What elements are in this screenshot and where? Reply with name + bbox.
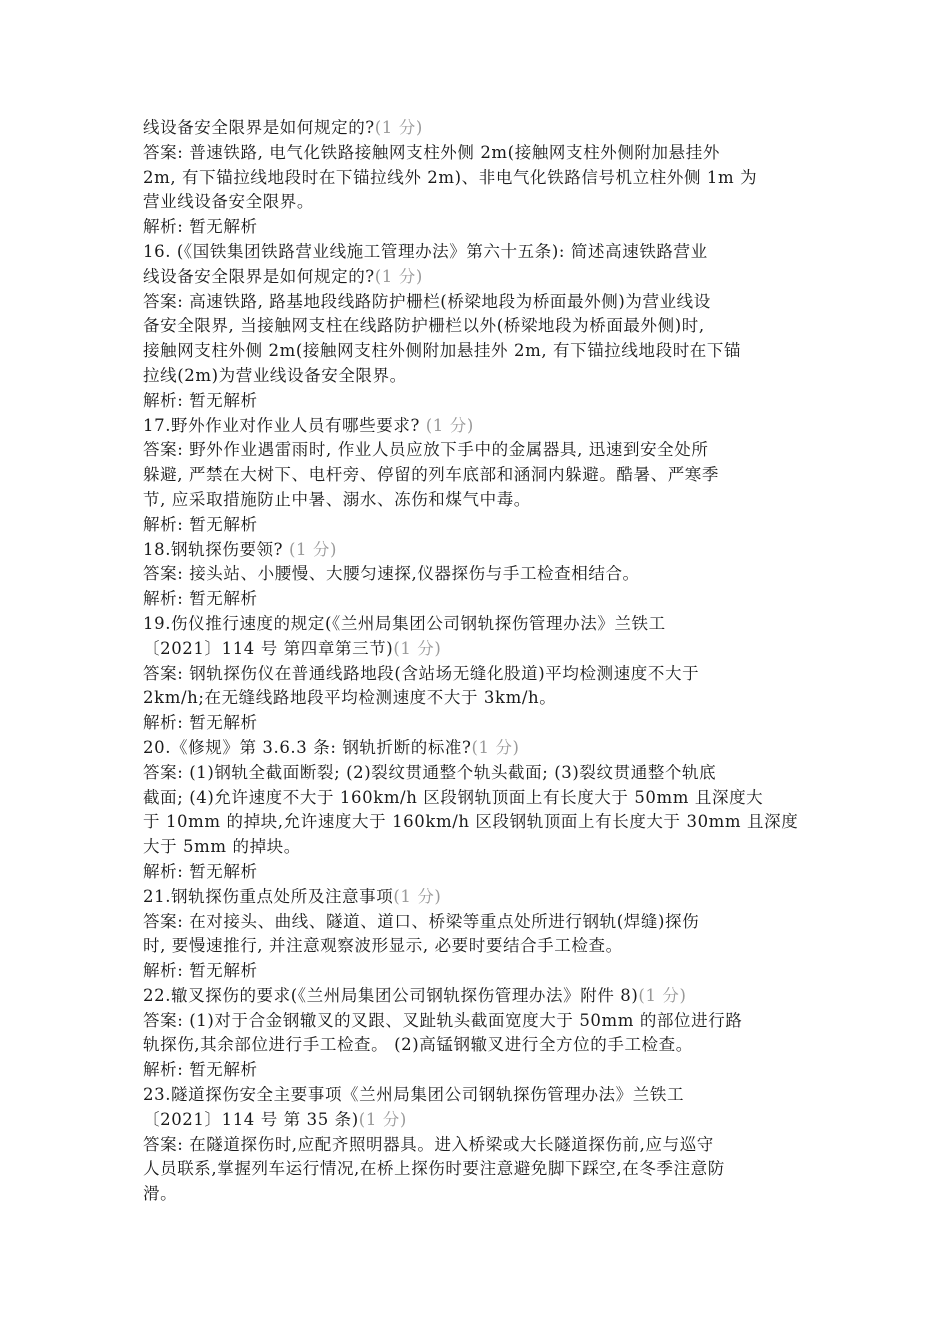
text-line	[143, 141, 815, 166]
text-line	[143, 389, 815, 414]
line-text: 答案: 野外作业遇雷雨时, 作业人员应放下手中的金属器具, 迅速到安全处所	[143, 440, 709, 460]
score-label: (1 分)	[283, 539, 338, 559]
line-text: 解析: 暂无解析	[143, 1060, 258, 1080]
text-line	[143, 587, 815, 612]
text-line	[143, 885, 815, 910]
score-label: (1 分)	[374, 118, 423, 137]
line-text: 于 10mm 的掉块,允许速度大于 160km/h 区段钢轨顶面上有长度大于 30mm 且深度	[143, 812, 799, 832]
line-text: 18.钢轨探伤要领?	[143, 539, 284, 559]
line-text: 线设备安全限界是如何规定的?	[143, 118, 375, 137]
text-line	[143, 562, 815, 587]
text-line	[143, 736, 815, 761]
line-text: 答案: 普速铁路, 电气化铁路接触网支柱外侧 2m(接触网支柱外侧附加悬挂外	[143, 142, 720, 162]
score-label: (1 分)	[638, 985, 687, 1005]
score-label: (1 分)	[374, 266, 423, 286]
text-line	[143, 662, 815, 687]
line-text: 20.《修规》第 3.6.3 条: 钢轨折断的标准?	[143, 737, 472, 757]
line-text: 2km/h;在无缝线路地段平均检测速度不大于 3km/h。	[143, 688, 557, 708]
line-text: 答案: 在对接头、曲线、隧道、道口、桥梁等重点处所进行钢轨(焊缝)探伤	[143, 911, 700, 931]
line-text: 2m, 有下锚拉线地段时在下锚拉线外 2m)、非电气化铁路信号机立柱外侧 1m 为	[143, 167, 758, 187]
score-label: (1 分)	[393, 638, 442, 658]
text-line	[143, 1157, 815, 1182]
text-line	[143, 438, 815, 463]
line-text: 23.隧道探伤安全主要事项《兰州局集团公司钢轨探伤管理办法》兰铁工	[143, 1085, 685, 1105]
line-text: 备安全限界, 当接触网支柱在线路防护栅栏以外(桥梁地段为桥面最外侧)时,	[143, 316, 705, 336]
text-line	[143, 314, 815, 339]
line-text: 解析: 暂无解析	[143, 961, 258, 981]
text-line	[143, 414, 815, 439]
document-page	[143, 116, 815, 1207]
line-text: 答案: (1)钢轨全截面断裂; (2)裂纹贯通整个轨头截面; (3)裂纹贯通整个轨底	[143, 762, 717, 782]
text-line	[143, 1033, 815, 1058]
score-label: (1 分)	[471, 737, 520, 757]
text-line	[143, 934, 815, 959]
line-text: 答案: 在隧道探伤时,应配齐照明器具。进入桥梁或大长隧道探伤前,应与巡守	[143, 1134, 714, 1154]
text-line	[143, 190, 815, 215]
line-text: 大于 5mm 的掉块。	[143, 837, 301, 857]
line-text: 躲避, 严禁在大树下、电杆旁、停留的列车底部和涵洞内躲避。酷暑、严寒季	[143, 465, 719, 485]
text-line	[143, 116, 815, 141]
text-line	[143, 686, 815, 711]
line-text: 线设备安全限界是如何规定的?	[143, 266, 375, 286]
line-text: 答案: (1)对于合金钢辙叉的叉跟、叉趾轨头截面宽度大于 50mm 的部位进行路	[143, 1010, 743, 1030]
text-line	[143, 637, 815, 662]
line-text: 答案: 接头站、小腰慢、大腰匀速探,仪器探伤与手工检查相结合。	[143, 564, 640, 584]
text-line	[143, 513, 815, 538]
line-text: 截面; (4)允许速度不大于 160km/h 区段钢轨顶面上有长度大于 50mm 且深度大	[143, 787, 764, 807]
score-label: (1 分)	[358, 1109, 407, 1129]
text-line	[143, 463, 815, 488]
line-text: 时, 要慢速推行, 并注意观察波形显示, 必要时要结合手工检查。	[143, 936, 623, 956]
text-line	[143, 786, 815, 811]
text-line	[143, 984, 815, 1009]
text-line	[143, 835, 815, 860]
line-text: 〔2021〕114 号 第 35 条)	[143, 1109, 359, 1129]
text-line	[143, 761, 815, 786]
line-text: 滑。	[143, 1184, 178, 1204]
line-text: 解析: 暂无解析	[143, 589, 258, 609]
line-text: 22.辙叉探伤的要求(《兰州局集团公司钢轨探伤管理办法》附件 8)	[143, 985, 639, 1005]
line-text: 答案: 高速铁路, 路基地段线路防护栅栏(桥梁地段为桥面最外侧)为营业线设	[143, 291, 711, 311]
text-line	[143, 1009, 815, 1034]
line-text: 拉线(2m)为营业线设备安全限界。	[143, 365, 407, 385]
text-line	[143, 166, 815, 191]
text-line	[143, 488, 815, 513]
line-text: 19.伤仪推行速度的规定(《兰州局集团公司钢轨探伤管理办法》兰铁工	[143, 613, 666, 633]
text-line	[143, 265, 815, 290]
text-line	[143, 1058, 815, 1083]
score-label: (1 分)	[419, 415, 474, 435]
line-text: 轨探伤,其余部位进行手工检查。 (2)高锰钢辙叉进行全方位的手工检查。	[143, 1035, 693, 1055]
text-line	[143, 810, 815, 835]
score-label: (1 分)	[393, 886, 442, 906]
text-line	[143, 910, 815, 935]
text-line	[143, 339, 815, 364]
line-text: 解析: 暂无解析	[143, 390, 258, 410]
text-line	[143, 290, 815, 315]
line-text: 答案: 钢轨探伤仪在普通线路地段(含站场无缝化股道)平均检测速度不大于	[143, 663, 700, 683]
line-text: 接触网支柱外侧 2m(接触网支柱外侧附加悬挂外 2m, 有下锚拉线地段时在下锚	[143, 341, 742, 361]
line-text: 〔2021〕114 号 第四章第三节)	[143, 638, 394, 658]
line-text: 21.钢轨探伤重点处所及注意事项	[143, 886, 394, 906]
line-text: 16. (《国铁集团铁路营业线施工管理办法》第六十五条): 简述高速铁路营业	[143, 241, 708, 261]
text-line	[143, 1182, 815, 1207]
line-text: 解析: 暂无解析	[143, 861, 258, 881]
line-text: 解析: 暂无解析	[143, 514, 258, 534]
text-line	[143, 860, 815, 885]
line-text: 节, 应采取措施防止中暑、溺水、冻伤和煤气中毒。	[143, 489, 531, 509]
text-line	[143, 1133, 815, 1158]
line-text: 解析: 暂无解析	[143, 713, 258, 733]
text-line	[143, 538, 815, 563]
text-line	[143, 1083, 815, 1108]
text-line	[143, 215, 815, 240]
line-text: 解析: 暂无解析	[143, 217, 258, 237]
line-text: 营业线设备安全限界。	[143, 192, 314, 212]
text-line	[143, 711, 815, 736]
text-line	[143, 959, 815, 984]
text-line	[143, 612, 815, 637]
line-text: 17.野外作业对作业人员有哪些要求?	[143, 415, 420, 435]
text-line	[143, 1108, 815, 1133]
text-line	[143, 240, 815, 265]
line-text: 人员联系,掌握列车运行情况,在桥上探伤时要注意避免脚下踩空,在冬季注意防	[143, 1159, 725, 1179]
text-line	[143, 364, 815, 389]
